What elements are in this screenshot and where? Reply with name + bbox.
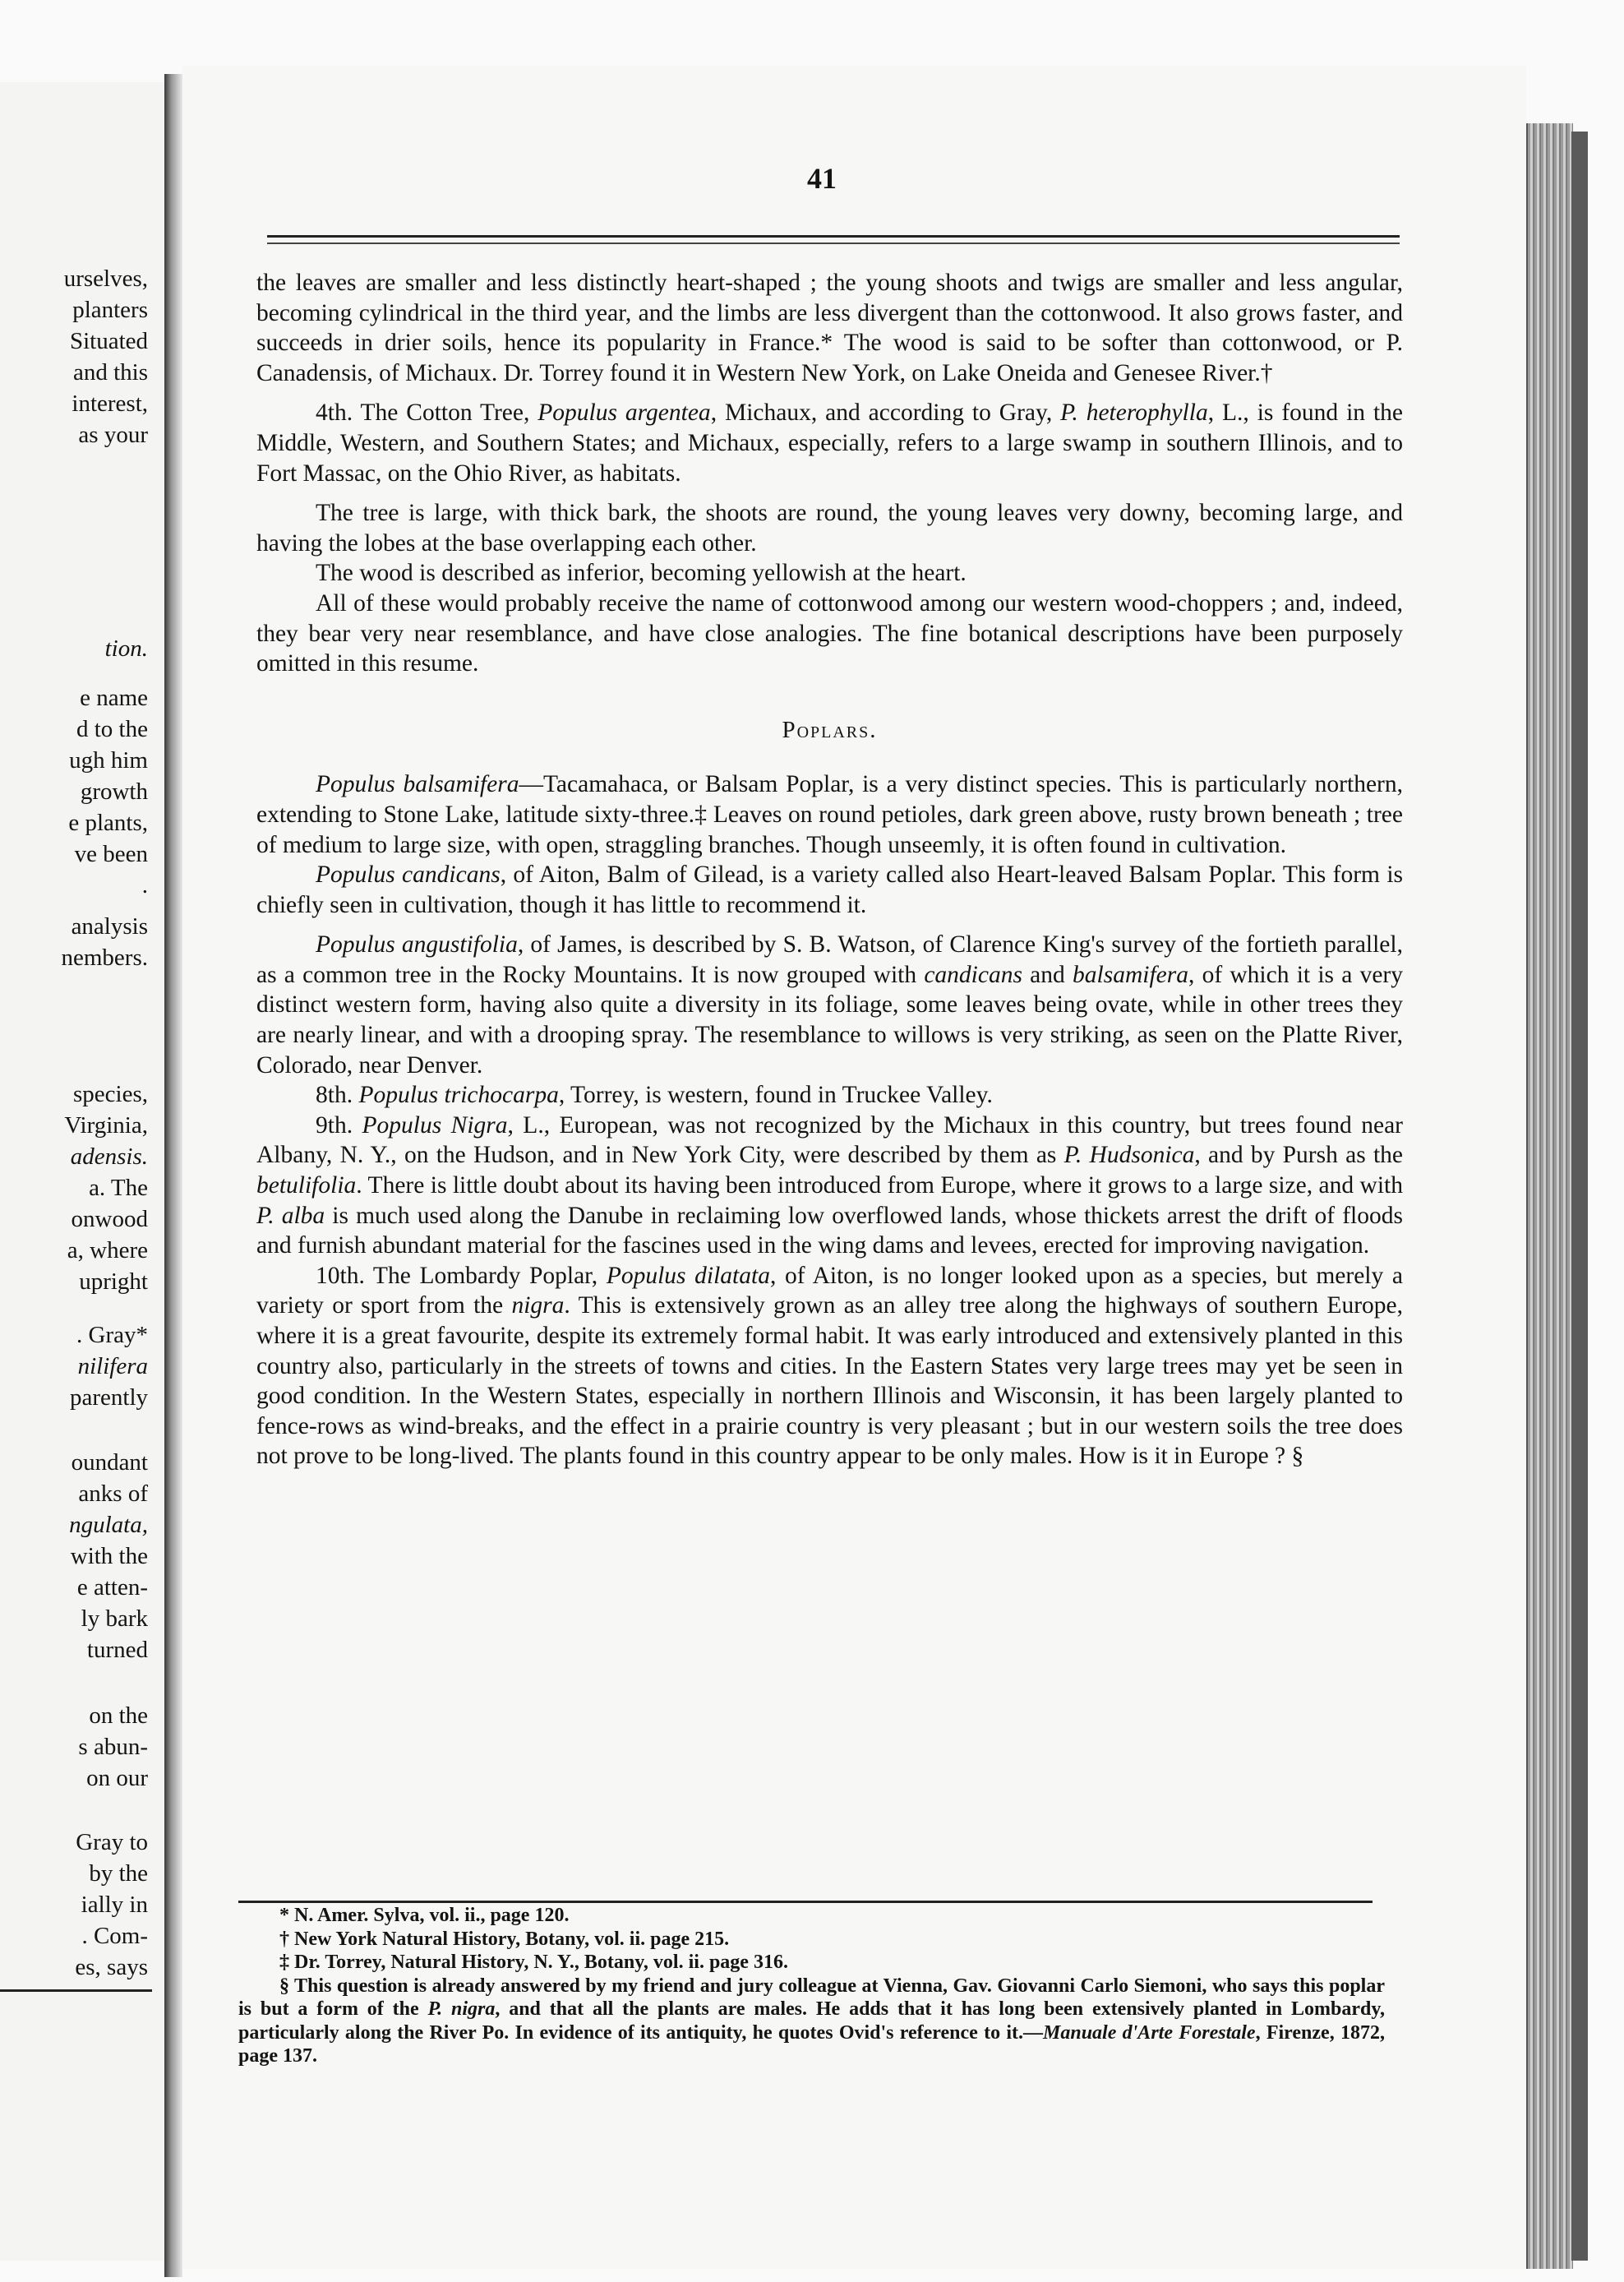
paragraph-text: , L., European, was not recognized by the Michaux in this country, but trees found near Albany, N. Y., on the Hudson, and in New York City, were described by them as: [256, 1111, 1403, 1169]
facing-page-line: by the: [89, 1860, 148, 1887]
paragraph-text: . This is extensively grown as an alley tree along the highways of southern Europe, where it is a great favourite, despite its extremely formal habit. It was early introduced and extensively planted in this country also, particularly in the streets of towns and cities. In the Eastern States very large trees may yet be seen in good condition. In the Western States, especially in northern Illinois and Wisconsin, it has been largely planted to fence-rows as wind-breaks, and the effect in a prairie country is very pleasant ; but in our western soils the tree does not prove to be long-lived. The plants found in this country appear to be only males. How is it in Europe ? §: [256, 1292, 1403, 1470]
paragraph-text: The tree is large, with thick bark, the shoots are round, the young leaves very downy, becoming large, and having the lobes at the base overlapping each other.: [256, 500, 1403, 557]
facing-page-line: oundant: [71, 1449, 148, 1476]
facing-page-line: interest,: [72, 390, 148, 417]
species-name: nigra: [511, 1292, 565, 1319]
page-number: 41: [807, 162, 837, 195]
species-name: Populus trichocarpa: [358, 1082, 559, 1109]
paragraph: [256, 1261, 1403, 1471]
facing-page-line: analysis: [71, 913, 148, 940]
facing-page-line: a. The: [89, 1175, 148, 1201]
facing-page-line: es, says: [75, 1954, 148, 1980]
paragraph: [256, 769, 1403, 860]
paragraph: [256, 1080, 1403, 1111]
paragraph-text: , Michaux, and according to Gray,: [710, 400, 1061, 427]
paragraph: [256, 589, 1403, 679]
book-title: Manuale d'Arte Forestale: [1043, 2021, 1256, 2044]
facing-page-line: . Com-: [81, 1923, 148, 1949]
facing-page-line: Virginia,: [64, 1112, 148, 1139]
species-name: Populus angustifolia: [316, 931, 518, 959]
paragraph-text: , L., is found in the Middle, Western, and Southern States; and Michaux, especially, refers to a large swamp in southern Illinois, and to Fort Massac, on the Ohio River, as habitats.: [256, 400, 1403, 487]
paragraph: [256, 498, 1403, 558]
facing-page-line: a, where: [67, 1237, 148, 1263]
paragraph-text: , of which it is a very distinct western form, having also quite a diversity in its foliage, some leaves being ovate, while in other trees they are nearly linear, and with a drooping spray. The resemblance to willows is very striking, as seen on the Platte River, Colorado, near Denver.: [256, 961, 1403, 1079]
facing-page-line: .: [141, 872, 148, 898]
paragraph: [256, 398, 1403, 488]
paragraph-text: is much used along the Danube in reclaiming low overflowed lands, whose thickets arrest the drift of floods and furnish abundant material for the fascines used in the wing dams and levees, erected for improving navigation.: [256, 1202, 1403, 1259]
footnote: * N. Amer. Sylva, vol. ii., page 120.: [279, 1905, 570, 1926]
paragraph-text: —Tacamahaca, or Balsam Poplar, is a very distinct species. This is particularly northern, extending to Stone Lake, latitude sixty-three.‡ Leaves on round petioles, dark green above, rusty brown beneath ; tree of medium to large size, with open, straggling branches. Though unseemly, it is often found in cultivation.: [256, 771, 1403, 858]
facing-page-line: planters: [72, 297, 148, 323]
species-name: betulifolia: [256, 1172, 357, 1199]
facing-page-line: . Gray*: [76, 1322, 148, 1348]
section-heading: Poplars.: [782, 716, 878, 743]
body-text: [256, 268, 1403, 1471]
facing-page-line: growth: [80, 778, 148, 805]
paragraph-text: 4th. The Cotton Tree,: [316, 400, 538, 427]
facing-page-line: ve been: [74, 841, 148, 867]
species-name: Populus argentea: [537, 400, 711, 427]
species-name: P. Hudsonica: [1063, 1142, 1195, 1169]
species-name: candicans: [924, 961, 1022, 988]
facing-page-line: onwood: [71, 1206, 148, 1232]
paragraph-text: The wood is described as inferior, becoming yellowish at the heart.: [316, 560, 967, 587]
facing-page-line: e atten-: [76, 1574, 148, 1601]
page-edges: [1526, 123, 1573, 2269]
paragraph-text: , of James, is described by S. B. Watson, of Clarence King's survey of the fortieth parallel, as a common tree in the Rocky Mountains. It is now grouped with: [256, 931, 1403, 988]
facing-page-line: on the: [89, 1702, 148, 1729]
species-name: P. heterophylla: [1060, 400, 1208, 427]
paragraph-text: and: [1022, 961, 1073, 988]
facing-page-line: e name: [80, 685, 148, 711]
footnote-text: , Firenze, 1872, page 137.: [238, 2021, 1385, 2067]
facing-page-line: and this: [72, 359, 148, 386]
species-name: Populus Nigra: [362, 1111, 508, 1139]
paragraph-text: , and by Pursh as the: [1194, 1142, 1404, 1169]
species-name: balsamifera: [1073, 961, 1188, 988]
paragraph-text: All of these would probably receive the name of cottonwood among our western wood-choppers ; and, indeed, they bear very near resemblance, and have close analogies. The fine botanical descriptions have been purposely omitted in this resume.: [256, 589, 1403, 677]
facing-page-line: s abun-: [78, 1734, 148, 1760]
paragraph: [256, 268, 1403, 388]
facing-page-line: ly bark: [81, 1605, 148, 1632]
facing-page-line: ially in: [81, 1892, 148, 1918]
facing-page-rule: [0, 1989, 152, 1992]
facing-page-line: species,: [73, 1081, 148, 1107]
facing-page-line: turned: [86, 1637, 148, 1663]
facing-page-line: ugh him: [69, 747, 148, 774]
header-rule: [267, 235, 1400, 244]
facing-page-line: upright: [79, 1268, 148, 1295]
facing-page-fragment: [0, 82, 167, 2261]
facing-page-line: ngulata,: [69, 1512, 148, 1538]
facing-page-line: nembers.: [61, 945, 148, 971]
footnote: † New York Natural History, Botany, vol. ii. page 215.: [279, 1928, 730, 1950]
species-name: Populus balsamifera: [316, 771, 519, 798]
paragraph-text: 8th.: [316, 1082, 359, 1109]
paragraph-text: 10th. The Lombardy Poplar,: [316, 1262, 607, 1289]
species-name: P. nigra: [427, 1998, 496, 2020]
paragraph-text: , Torrey, is western, found in Truckee Valley.: [558, 1082, 993, 1109]
facing-page-line: adensis.: [70, 1143, 148, 1170]
species-name: P. alba: [256, 1202, 325, 1229]
footnote: [238, 1975, 1385, 2068]
species-name: Populus candicans: [316, 862, 501, 889]
facing-page-line: anks of: [78, 1481, 148, 1507]
footnote-rule: [238, 1901, 1373, 1903]
species-name: Populus dilatata: [606, 1262, 770, 1289]
facing-page-line: tion.: [104, 635, 148, 662]
facing-page-line: d to the: [76, 716, 148, 742]
footnote-text: , and that all the plants are males. He adds that it has long been extensively planted in Lombardy, particularly along the River Po. In evidence of its antiquity, he quotes Ovid's reference to it.—: [238, 1998, 1385, 2044]
paragraph: [256, 930, 1403, 1080]
book-gutter: [164, 74, 182, 2277]
paragraph: [256, 558, 1403, 589]
facing-page-line: Gray to: [76, 1829, 148, 1855]
facing-page-line: as your: [78, 422, 148, 448]
paragraph-text: , of Aiton, Balm of Gilead, is a variety called also Heart-leaved Balsam Poplar. This form is chiefly seen in cultivation, though it has little to recommend it.: [256, 862, 1404, 918]
footnote: ‡ Dr. Torrey, Natural History, N. Y., Botany, vol. ii. page 316.: [279, 1952, 788, 1973]
paragraph-text: . There is little doubt about its having been introduced from Europe, where it grows to a large size, and with: [356, 1172, 1403, 1199]
paragraph: [256, 1111, 1403, 1261]
facing-page-line: Situated: [69, 328, 148, 354]
paragraph-text: 9th.: [316, 1111, 362, 1139]
book-cover-edge: [1571, 132, 1588, 2261]
facing-page-line: e plants,: [68, 810, 148, 836]
facing-page-line: nilifera: [77, 1353, 148, 1379]
facing-page-line: parently: [69, 1384, 148, 1411]
facing-page-line: with the: [70, 1543, 148, 1569]
paragraph-text: the leaves are smaller and less distinctly heart-shaped ; the young shoots and twigs are smaller and less angular, becoming cylindrical in the third year, and the limbs are less divergent than the cottonwood. It also grows faster, and succeeds in drier soils, hence its popularity in France.* The wood is said to be softer than cottonwood, or P. Canadensis, of Michaux. Dr. Torrey found it in Western New York, on Lake Oneida and Genesee River.†: [256, 270, 1403, 386]
paragraph: [256, 860, 1403, 920]
footnote-text: § This question is already answered by my friend and jury colleague at Vienna, Gav. Giovanni Carlo Siemoni, who says this poplar is but a form of the: [238, 1975, 1385, 2020]
facing-page-line: urselves,: [63, 266, 148, 292]
paragraph-text: , of Aiton, is no longer looked upon as a species, but merely a variety or sport from the: [256, 1262, 1403, 1319]
footnotes: [238, 1904, 1385, 2068]
facing-page-line: on our: [86, 1765, 148, 1791]
